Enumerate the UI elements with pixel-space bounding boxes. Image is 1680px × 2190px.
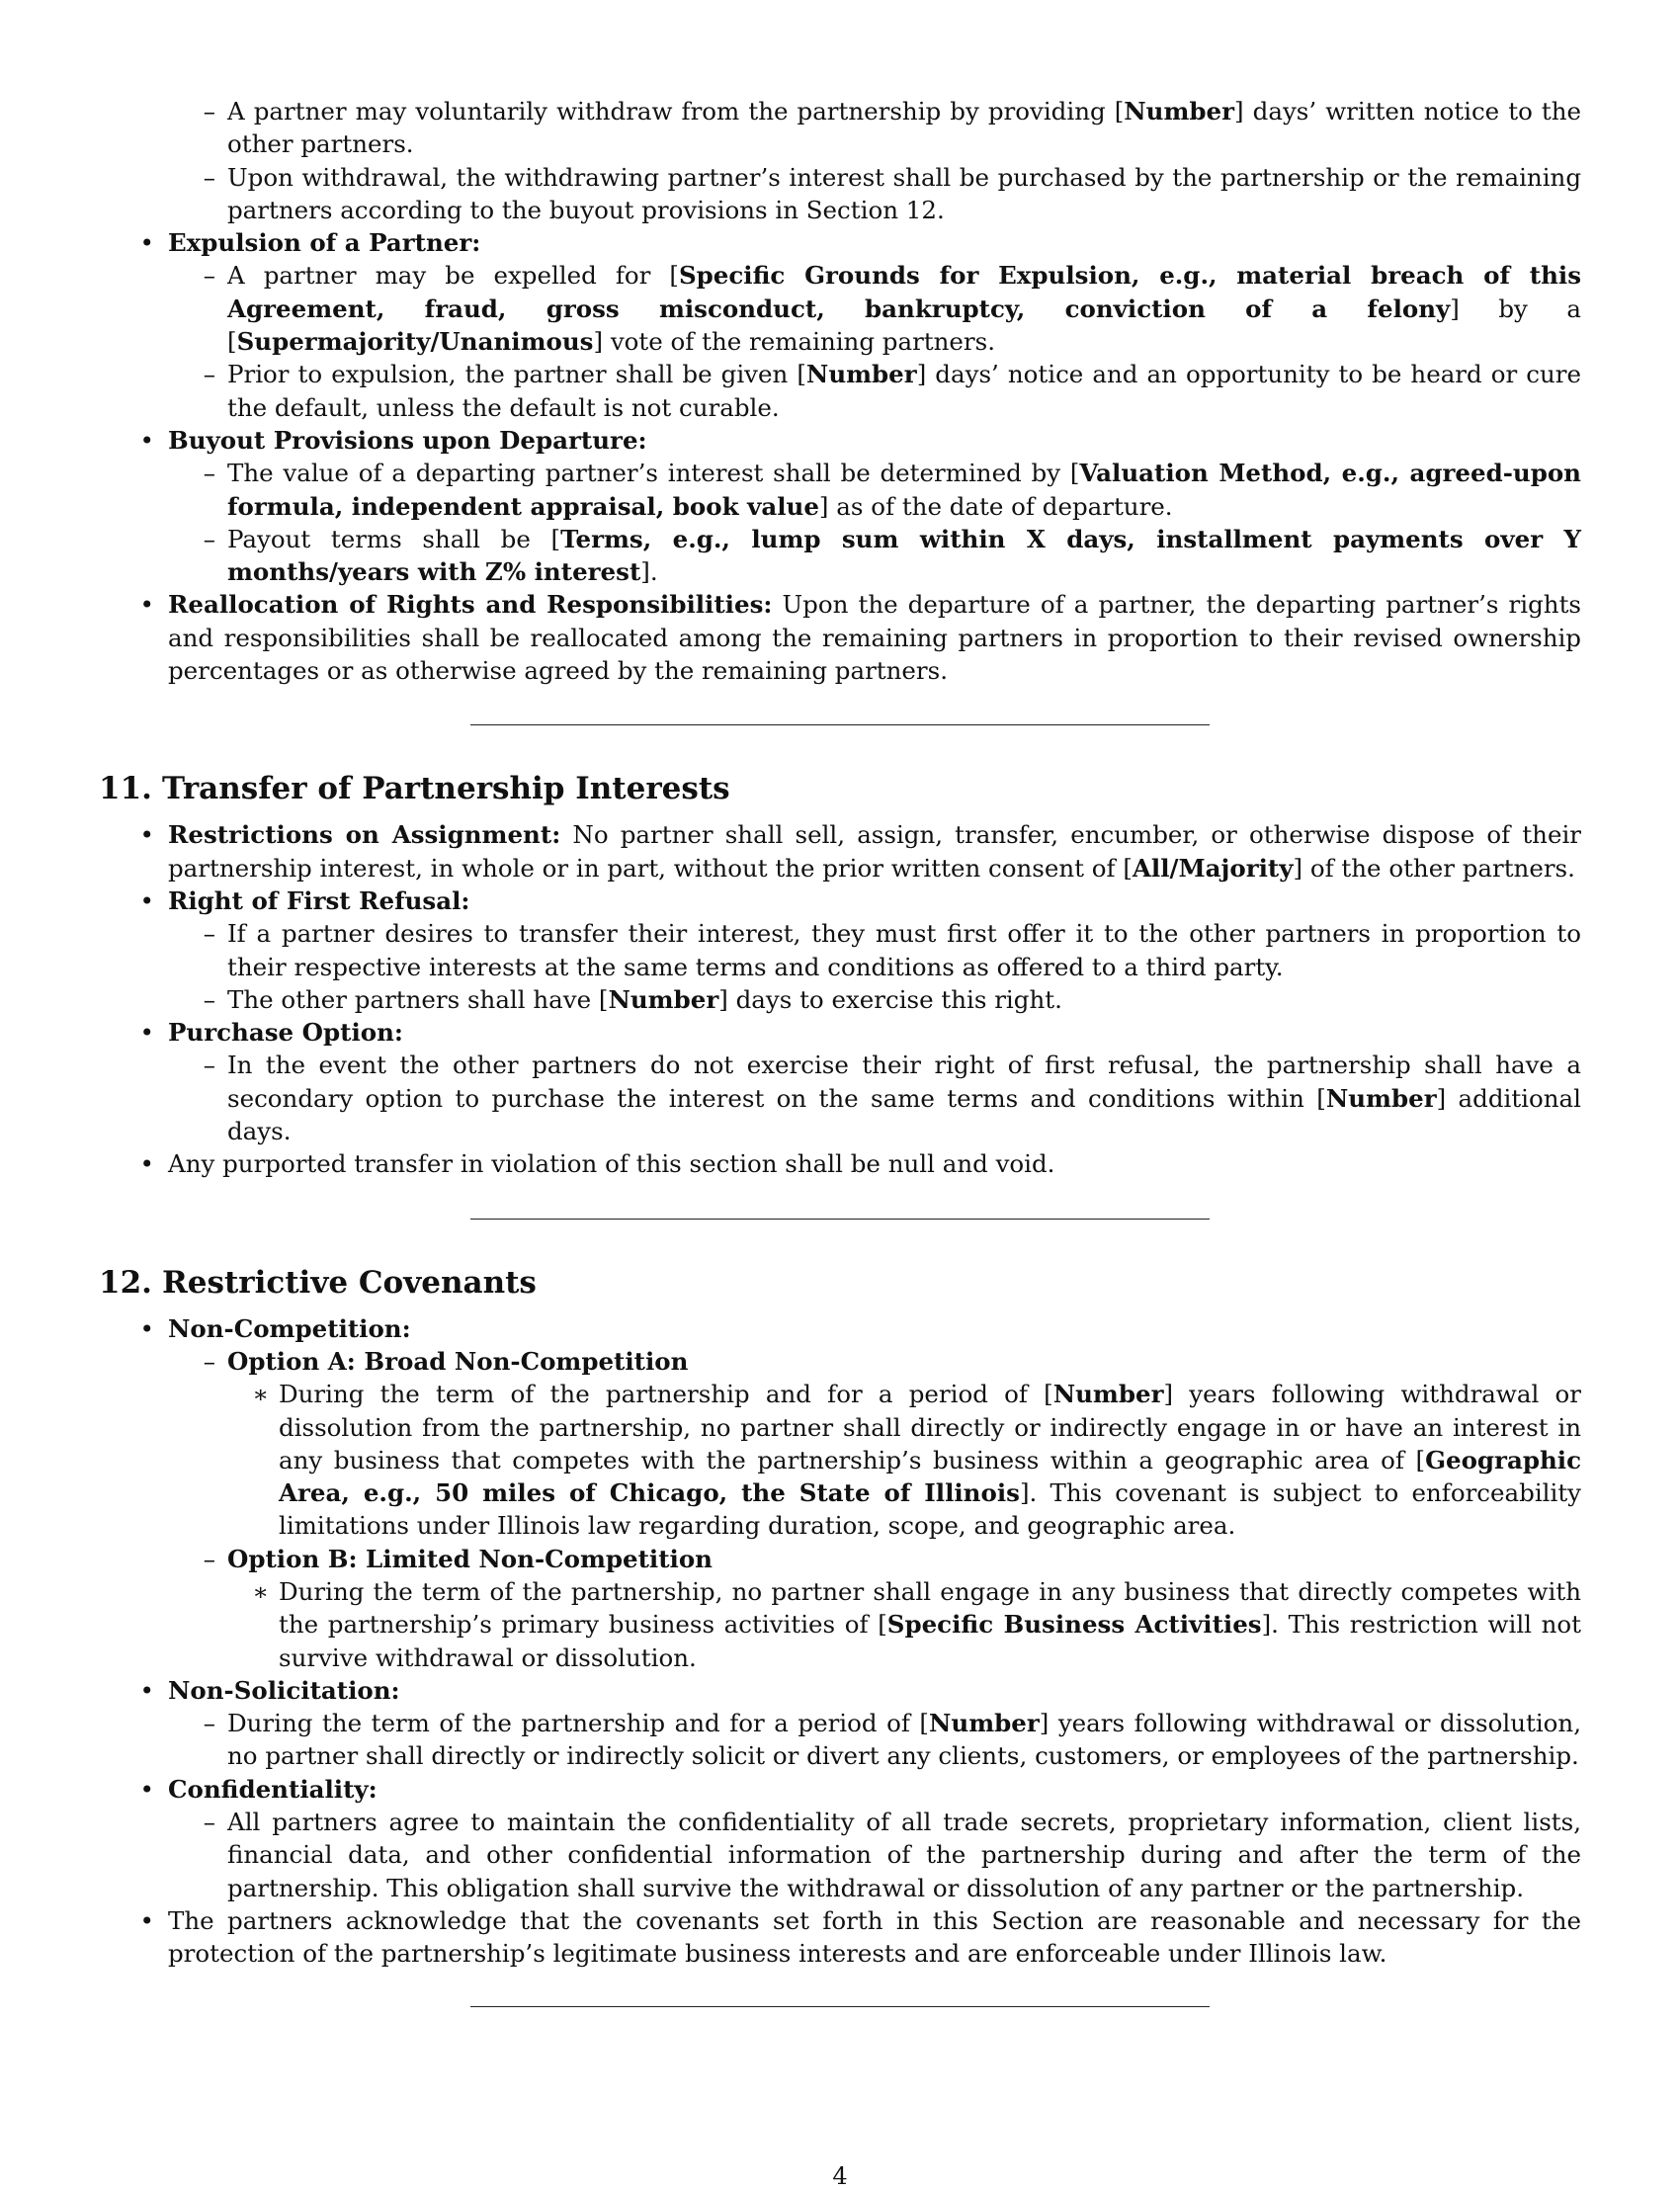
withdrawal-buyout-item: – Upon withdrawal, the withdrawing partner’s interest shall be purchased by the partnership or the remaining partners according to the buyout provisions in Section 12.: [227, 161, 1581, 227]
star-marker: ∗: [252, 1380, 269, 1409]
buyout-payout-item: – Payout terms shall be [Terms, e.g., lump sum within X days, installment payments over Y months/years with Z% interest].: [227, 523, 1581, 589]
dash-marker: –: [203, 524, 215, 553]
bullet-marker: •: [139, 1149, 154, 1179]
dash-marker: –: [203, 1346, 215, 1376]
star-marker: ∗: [252, 1576, 269, 1606]
dash-marker: –: [203, 459, 215, 488]
bullet-marker: •: [139, 885, 154, 915]
option-a-detail-item: ∗ During the term of the partnership and for a period of [Number] years following withdrawal or dissolution from the partnership, no partner shall directly or indirectly engage in or have an interest in any business that competes with the partnership’s business within a geographic area of [Geographic Area, e.g., 50 miles of Chicago, the State of Illinois]. This covenant is subject to enforceability limitations under Illinois law regarding duration, scope, and geographic area.: [279, 1378, 1581, 1542]
rofr-days-item: – The other partners shall have [Number] days to exercise this right.: [227, 983, 1581, 1016]
purchase-option-detail-item: – In the event the other partners do not exercise their right of first refusal, the partnership shall have a secondary option to purchase the interest on the same terms and conditions within [Number] additional days.: [227, 1049, 1581, 1147]
dash-marker: –: [203, 1051, 215, 1080]
rofr-item: • Right of First Refusal:: [168, 884, 1581, 917]
bullet-marker: •: [139, 228, 154, 258]
section-divider: [470, 2006, 1210, 2007]
dash-marker: –: [203, 261, 215, 291]
rofr-offer-item: – If a partner desires to transfer their interest, they must first offer it to the other partners in proportion to their respective interests at the same terms and conditions as offered to a third party.: [227, 917, 1581, 983]
restrictions-item: • Restrictions on Assignment: No partner shall sell, assign, transfer, encumber, or otherwise dispose of their partnership interest, in whole or in part, without the prior written consent of [All/Majority] of the other partners.: [168, 818, 1581, 884]
section-divider: [470, 1219, 1210, 1220]
expulsion-grounds-item: – A partner may be expelled for [Specific Grounds for Expulsion, e.g., material breach of this Agreement, fraud, gross misconduct, bankruptcy, conviction of a felony] by a [Supermajority/Unanimous] vote of the remaining partners.: [227, 259, 1581, 358]
bullet-marker: •: [139, 1675, 154, 1705]
expulsion-notice-item: – Prior to expulsion, the partner shall be given [Number] days’ notice and an opportunity to be heard or cure the default, unless the default is not curable.: [227, 358, 1581, 424]
dash-marker: –: [203, 984, 215, 1014]
buyout-valuation-item: – The value of a departing partner’s interest shall be determined by [Valuation Method, e.g., agreed-upon formula, independent appraisal, book value] as of the date of departure.: [227, 457, 1581, 523]
purchase-option-item: • Purchase Option:: [168, 1016, 1581, 1049]
page-content: [99, 95, 1581, 2007]
confidentiality-detail-item: – All partners agree to maintain the confidentiality of all trade secrets, proprietary information, client lists, financial data, and other confidential information of the partnership during and after the term of the partnership. This obligation shall survive the withdrawal or dissolution of any partner or the partnership.: [227, 1806, 1581, 1904]
void-transfer-item: • Any purported transfer in violation of this section shall be null and void.: [168, 1147, 1581, 1180]
non-competition-item: • Non-Competition:: [168, 1312, 1581, 1345]
bullet-marker: •: [139, 425, 154, 455]
dash-marker: –: [203, 1808, 215, 1837]
bullet-marker: •: [139, 590, 154, 620]
section-11-heading: 11. Transfer of Partnership Interests: [99, 771, 730, 807]
acknowledgement-item: • The partners acknowledge that the covenants set forth in this Section are reasonable and necessary for the protection of the partnership’s legitimate business interests and are enforceable under Illinois law.: [168, 1904, 1581, 1971]
dash-marker: –: [203, 162, 215, 192]
page-number: 4: [832, 2162, 848, 2190]
dash-marker: –: [203, 97, 215, 126]
document-page: [99, 0, 1582, 2190]
bullet-marker: •: [139, 1905, 154, 1935]
bullet-marker: •: [139, 1313, 154, 1343]
bullet-marker: •: [139, 1774, 154, 1804]
buyout-item: • Buyout Provisions upon Departure:: [168, 424, 1581, 457]
withdrawal-notice-item: – A partner may voluntarily withdraw from the partnership by providing [Number] days’ written notice to the other partners.: [227, 95, 1581, 161]
section-12-heading: 12. Restrictive Covenants: [99, 1264, 537, 1301]
confidentiality-item: • Confidentiality:: [168, 1773, 1581, 1806]
non-solicitation-detail-item: – During the term of the partnership and for a period of [Number] years following withdrawal or dissolution, no partner shall directly or indirectly solicit or divert any clients, customers, or employees of the partnership.: [227, 1707, 1581, 1773]
non-solicitation-item: • Non-Solicitation:: [168, 1674, 1581, 1707]
dash-marker: –: [203, 360, 215, 389]
option-b-item: – Option B: Limited Non-Competition: [227, 1543, 1581, 1575]
reallocation-item: • Reallocation of Rights and Responsibilities: Upon the departure of a partner, the departing partner’s rights and responsibilities shall be reallocated among the remaining partners in proportion to their revised ownership percentages or as otherwise agreed by the remaining partners.: [168, 588, 1581, 687]
option-b-detail-item: ∗ During the term of the partnership, no partner shall engage in any business that directly competes with the partnership’s primary business activities of [Specific Business Activities]. This restriction will not survive withdrawal or dissolution.: [279, 1575, 1581, 1674]
option-a-item: – Option A: Broad Non-Competition: [227, 1345, 1581, 1378]
expulsion-item: • Expulsion of a Partner:: [168, 226, 1581, 259]
bullet-marker: •: [139, 1018, 154, 1048]
bullet-marker: •: [139, 820, 154, 850]
section-divider: [470, 724, 1210, 725]
dash-marker: –: [203, 1709, 215, 1738]
dash-marker: –: [203, 919, 215, 949]
dash-marker: –: [203, 1544, 215, 1573]
